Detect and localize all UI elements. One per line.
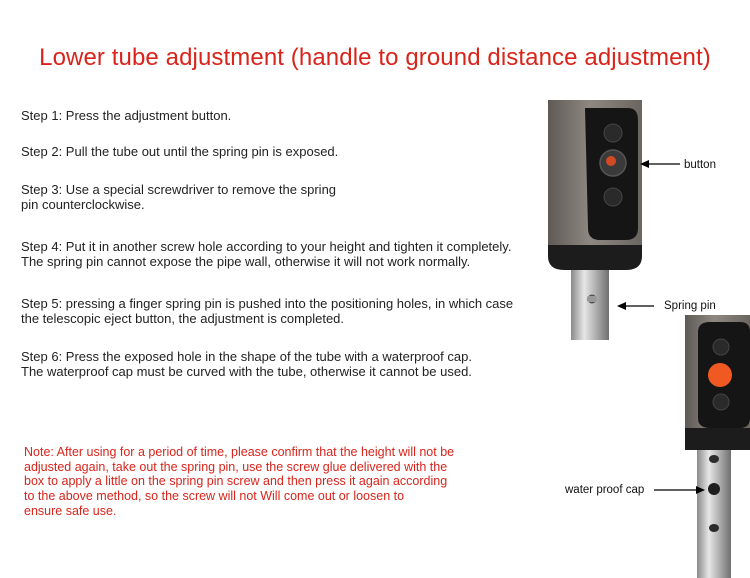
step-1: Step 1: Press the adjustment button.: [21, 108, 232, 123]
waterproof-cap-icon: [708, 483, 720, 495]
lower-tube-bottom: [697, 445, 731, 578]
note-line-5: ensure safe use.: [24, 503, 117, 518]
step-2: Step 2: Pull the tube out until the spring pin is exposed.: [21, 144, 339, 159]
step-5-line-1: Step 5: pressing a finger spring pin is pushed into the positioning holes, in which case: [21, 296, 514, 311]
callout-arrow-bottom: [654, 486, 705, 494]
page-title: Lower tube adjustment (handle to ground distance adjustment): [39, 44, 711, 71]
step-3-line-2: pin counterclockwise.: [21, 197, 145, 212]
note-line-3: box to apply a little on the spring pin screw and then press it again according: [24, 474, 448, 489]
tube-hole-3: [709, 524, 719, 532]
orange-button-icon: [708, 363, 732, 387]
step-3-line-1: Step 3: Use a special screwdriver to remove the spring: [21, 182, 337, 197]
handle-photo-top: [548, 100, 642, 340]
upper-knob-icon: [604, 124, 622, 142]
note-line-2: adjusted again, take out the spring pin, use the screw glue delivered with the: [24, 459, 448, 474]
handle-collar-top: [548, 245, 642, 270]
note-line-4: to the above method, so the screw will not Will come out or loosen to: [24, 489, 405, 504]
tube-hole-1: [709, 455, 719, 463]
lower-knob-icon: [604, 188, 622, 206]
step-6-line-1: Step 6: Press the exposed hole in the shape of the tube with a waterproof cap.: [21, 349, 472, 364]
callout-waterproof-cap: water proof cap: [565, 484, 645, 496]
callout-spring-pin: Spring pin: [664, 300, 716, 312]
callout-button: button: [684, 159, 716, 171]
note-line-1: Note: After using for a period of time, please confirm that the height will not be: [24, 445, 455, 459]
step-4-line-1: Step 4: Put it in another screw hole according to your height and tighten it completely.: [21, 239, 512, 254]
handle-photo-bottom: [685, 315, 750, 578]
step-5-line-2: the telescopic eject button, the adjustment is completed.: [21, 311, 345, 326]
step-4-line-2: The spring pin cannot expose the pipe wall, otherwise it will not work normally.: [21, 254, 471, 269]
adjustment-button-highlight: [606, 156, 616, 166]
handle-collar-bottom: [685, 428, 750, 450]
upper-knob-bottom-icon: [713, 339, 729, 355]
spring-pin-head: [587, 296, 597, 302]
lower-knob-bottom-icon: [713, 394, 729, 410]
step-6-line-2: The waterproof cap must be curved with the tube, otherwise it cannot be used.: [21, 364, 472, 379]
